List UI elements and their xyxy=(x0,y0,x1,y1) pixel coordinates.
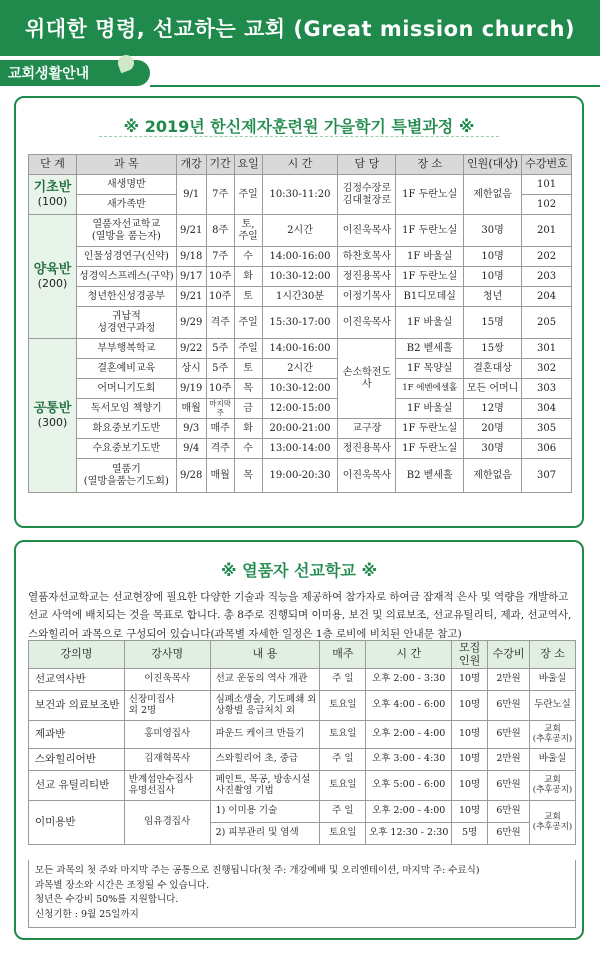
day: 토, 주일 xyxy=(234,215,262,247)
level-nurture xyxy=(29,215,77,339)
table-row xyxy=(29,771,576,801)
table-row xyxy=(29,439,572,459)
week: 주 일 xyxy=(320,749,366,771)
th: 강사명 xyxy=(124,641,210,669)
start: 9/19 xyxy=(176,379,206,399)
time: 1시간30분 xyxy=(262,287,338,307)
teacher: 홍미영집사 xyxy=(124,721,210,749)
people: 10명 xyxy=(452,669,488,691)
week: 토요일 xyxy=(320,771,366,801)
subject: 화요중보기도반 xyxy=(76,419,176,439)
time: 10:30-11:20 xyxy=(262,175,338,215)
charge: 정진용목사 xyxy=(338,267,396,287)
fee: 6만원 xyxy=(488,721,530,749)
time: 오후 2:00 - 3:30 xyxy=(366,669,452,691)
people: 5명 xyxy=(452,823,488,845)
charge: 하찬호목사 xyxy=(338,247,396,267)
period: 매월 xyxy=(206,459,234,493)
day: 수 xyxy=(234,439,262,459)
day: 주일 xyxy=(234,175,262,215)
content: 페인트, 목공, 방송시설 사진촬영 기법 xyxy=(210,771,320,801)
place: B1디모데실 xyxy=(396,287,464,307)
people: 15쌍 xyxy=(464,339,522,359)
code: 203 xyxy=(522,267,572,287)
subject: 수요중보기도반 xyxy=(76,439,176,459)
subject: 부부행복학교 xyxy=(76,339,176,359)
code: 205 xyxy=(522,307,572,339)
period: 10주 xyxy=(206,287,234,307)
start: 9/28 xyxy=(176,459,206,493)
teacher: 임유경집사 xyxy=(124,801,210,845)
mission-table xyxy=(28,640,576,845)
people: 12명 xyxy=(464,399,522,419)
people: 청년 xyxy=(464,287,522,307)
subject: 인물성경연구(신약) xyxy=(76,247,176,267)
place: 바울실 xyxy=(530,749,576,771)
th: 장 소 xyxy=(396,155,464,175)
people: 10명 xyxy=(452,691,488,721)
subject: 어머니기도회 xyxy=(76,379,176,399)
th: 요일 xyxy=(234,155,262,175)
time: 오후 2:00 - 4:00 xyxy=(366,721,452,749)
day: 주일 xyxy=(234,339,262,359)
subject: 성경익스프레스(구약) xyxy=(76,267,176,287)
th: 강의명 xyxy=(29,641,125,669)
th: 개강 xyxy=(176,155,206,175)
period: 매주 xyxy=(206,419,234,439)
title-underline xyxy=(99,136,499,137)
time: 2시간 xyxy=(262,215,338,247)
content: 1) 이미용 기술 xyxy=(210,801,320,823)
level-count: (200) xyxy=(37,276,68,290)
start: 9/4 xyxy=(176,439,206,459)
time: 14:00-16:00 xyxy=(262,247,338,267)
time: 오후 2:00 - 4:00 xyxy=(366,801,452,823)
table-row xyxy=(29,691,576,721)
content: 선교 운동의 역사 개관 xyxy=(210,669,320,691)
code: 302 xyxy=(522,359,572,379)
period: 격주 xyxy=(206,439,234,459)
period: 5주 xyxy=(206,359,234,379)
place: 두란노실 xyxy=(530,691,576,721)
course-name: 제과반 xyxy=(29,721,125,749)
training-table xyxy=(28,154,572,493)
training-title: ※ 2019년 한신제자훈련원 가을학기 특별과정 ※ xyxy=(123,117,475,136)
training-box xyxy=(14,96,584,528)
place: 1F 바울실 xyxy=(396,307,464,339)
teacher: 김재혁목사 xyxy=(124,749,210,771)
content: 파운드 케이크 만들기 xyxy=(210,721,320,749)
place: 교회 (추후공지) xyxy=(530,721,576,749)
table-row xyxy=(29,669,576,691)
charge: 교구장 xyxy=(338,419,396,439)
period: 8주 xyxy=(206,215,234,247)
time: 19:00-20:30 xyxy=(262,459,338,493)
place: 1F 바울실 xyxy=(396,399,464,419)
start: 9/21 xyxy=(176,287,206,307)
people: 20명 xyxy=(464,419,522,439)
section-tab-label: 교회생활안내 xyxy=(8,66,90,82)
fee: 6만원 xyxy=(488,771,530,801)
time: 오후 3:00 - 4:30 xyxy=(366,749,452,771)
charge: 이정기목사 xyxy=(338,287,396,307)
start: 9/3 xyxy=(176,419,206,439)
charge: 이진욱목사 xyxy=(338,307,396,339)
note-line: 청년은 수강비 50%를 지원합니다. xyxy=(35,894,179,906)
th: 모집 인원 xyxy=(452,641,488,669)
people: 제한없음 xyxy=(464,175,522,215)
time: 오후 4:00 - 6:00 xyxy=(366,691,452,721)
day: 목 xyxy=(234,379,262,399)
time: 12:00-15:00 xyxy=(262,399,338,419)
day: 목 xyxy=(234,459,262,493)
start: 9/29 xyxy=(176,307,206,339)
people: 15명 xyxy=(464,307,522,339)
day: 수 xyxy=(234,247,262,267)
training-header-row xyxy=(29,155,572,175)
mission-notes xyxy=(28,860,576,928)
day: 토 xyxy=(234,287,262,307)
place: 1F 두란노실 xyxy=(396,439,464,459)
subject: 열품기 (열방을품는기도회) xyxy=(76,459,176,493)
day: 화 xyxy=(234,419,262,439)
charge-common: 손소학전도사 xyxy=(338,339,396,419)
place: 1F 에벤에셀홀 xyxy=(396,379,464,399)
th: 수강번호 xyxy=(522,155,572,175)
start: 9/21 xyxy=(176,215,206,247)
code: 304 xyxy=(522,399,572,419)
week: 토요일 xyxy=(320,823,366,845)
table-row xyxy=(29,247,572,267)
th: 시 간 xyxy=(262,155,338,175)
table-row xyxy=(29,459,572,493)
table-row xyxy=(29,215,572,247)
level-count: (300) xyxy=(37,415,68,429)
code: 102 xyxy=(522,195,572,215)
subject: 새생명반 xyxy=(76,175,176,195)
time: 14:00-16:00 xyxy=(262,339,338,359)
table-row xyxy=(29,175,572,195)
period: 7주 xyxy=(206,247,234,267)
time: 20:00-21:00 xyxy=(262,419,338,439)
start: 상시 xyxy=(176,359,206,379)
subject: 결혼예비교육 xyxy=(76,359,176,379)
charge: 정진용목사 xyxy=(338,439,396,459)
period: 마지막주 xyxy=(206,399,234,419)
time: 10:30-12:00 xyxy=(262,379,338,399)
th: 담 당 xyxy=(338,155,396,175)
week: 토요일 xyxy=(320,721,366,749)
charge: 이진욱목사 xyxy=(338,215,396,247)
charge: 김정수장로 김대철장로 xyxy=(338,175,396,215)
table-row xyxy=(29,339,572,359)
note-line: 신청기한 : 9월 25일까지 xyxy=(35,909,139,921)
level-basic xyxy=(29,175,77,215)
fee: 2만원 xyxy=(488,669,530,691)
time: 오후 12:30 - 2:30 xyxy=(366,823,452,845)
th: 시 간 xyxy=(366,641,452,669)
th: 기간 xyxy=(206,155,234,175)
mission-intro: 열품자선교학교는 선교현장에 필요한 다양한 기술과 직능을 제공하여 참가자로 하여금 잠재적 은사 및 역량을 개발하고 선교 사역에 배치되는 것을 목표로 합니다. 총 8주로 진행되며 이미용, 보건 및 의료보조, 선교유틸리티, 제과, 선교역사, 스와힐리어 과목으로 구성되어 있습니다(과목별 자세한 일정은 1층 로비에 비치된 안내문 참고) xyxy=(28,591,572,640)
th: 수강비 xyxy=(488,641,530,669)
start: 9/22 xyxy=(176,339,206,359)
level-name: 양육반 xyxy=(33,261,72,277)
table-row xyxy=(29,399,572,419)
code: 201 xyxy=(522,215,572,247)
th: 과 목 xyxy=(76,155,176,175)
code: 202 xyxy=(522,247,572,267)
code: 101 xyxy=(522,175,572,195)
level-name: 기초반 xyxy=(33,179,72,195)
start: 9/17 xyxy=(176,267,206,287)
place: 1F 목양실 xyxy=(396,359,464,379)
mission-box xyxy=(14,540,584,940)
place: 1F 두란노실 xyxy=(396,175,464,215)
place: B2 벧세홀 xyxy=(396,459,464,493)
content: 2) 피부관리 및 염색 xyxy=(210,823,320,845)
time: 10:30-12:00 xyxy=(262,267,338,287)
week: 주 일 xyxy=(320,801,366,823)
code: 204 xyxy=(522,287,572,307)
table-row xyxy=(29,379,572,399)
place: 1F 바울실 xyxy=(396,247,464,267)
period: 7주 xyxy=(206,175,234,215)
people: 10명 xyxy=(464,247,522,267)
mission-title: ※ 열품자 선교학교 ※ xyxy=(220,561,377,580)
week: 주 일 xyxy=(320,669,366,691)
level-name: 공통반 xyxy=(33,400,72,416)
period: 10주 xyxy=(206,379,234,399)
charge: 이진욱목사 xyxy=(338,459,396,493)
time: 오후 5:00 - 6:00 xyxy=(366,771,452,801)
code: 305 xyxy=(522,419,572,439)
place: B2 벧세홀 xyxy=(396,339,464,359)
place: 교회 (추후공지) xyxy=(530,771,576,801)
code: 306 xyxy=(522,439,572,459)
table-row xyxy=(29,801,576,823)
subject: 귀납적 성경연구과정 xyxy=(76,307,176,339)
start: 매월 xyxy=(176,399,206,419)
table-row xyxy=(29,419,572,439)
fee: 6만원 xyxy=(488,823,530,845)
table-row xyxy=(29,267,572,287)
th: 내 용 xyxy=(210,641,320,669)
level-count: (100) xyxy=(37,194,68,208)
banner-title: 위대한 명령, 선교하는 교회 (Great mission church) xyxy=(25,17,575,41)
content: 스와힐리어 초, 중급 xyxy=(210,749,320,771)
teacher: 신장미집사 외 2명 xyxy=(124,691,210,721)
course-name: 스와힐리어반 xyxy=(29,749,125,771)
th: 장 소 xyxy=(530,641,576,669)
people: 10명 xyxy=(452,721,488,749)
day: 토 xyxy=(234,359,262,379)
people: 10명 xyxy=(452,771,488,801)
content: 심폐소생술, 기도폐쇄 외 상황별 응급처치 외 xyxy=(210,691,320,721)
table-row xyxy=(29,359,572,379)
fee: 6만원 xyxy=(488,801,530,823)
subject: 독서모임 책향기 xyxy=(76,399,176,419)
week: 토요일 xyxy=(320,691,366,721)
fee: 6만원 xyxy=(488,691,530,721)
table-row xyxy=(29,287,572,307)
teacher: 반계섭안수집사 유명선집사 xyxy=(124,771,210,801)
course-name: 보건과 의료보조반 xyxy=(29,691,125,721)
course-name: 이미용반 xyxy=(29,801,125,845)
table-row xyxy=(29,749,576,771)
people: 제한없음 xyxy=(464,459,522,493)
start: 9/18 xyxy=(176,247,206,267)
time: 13:00-14:00 xyxy=(262,439,338,459)
code: 301 xyxy=(522,339,572,359)
course-name: 선교 유틸리티반 xyxy=(29,771,125,801)
time: 2시간 xyxy=(262,359,338,379)
place: 1F 두란노실 xyxy=(396,215,464,247)
note-line: 과목별 장소와 시간은 조정될 수 있습니다. xyxy=(35,879,210,891)
period: 10주 xyxy=(206,267,234,287)
day: 화 xyxy=(234,267,262,287)
day: 주일 xyxy=(234,307,262,339)
th: 인원(대상) xyxy=(464,155,522,175)
people: 30명 xyxy=(464,215,522,247)
people: 모든 어머니 xyxy=(464,379,522,399)
people: 30명 xyxy=(464,439,522,459)
people: 10명 xyxy=(452,801,488,823)
people: 결혼대상 xyxy=(464,359,522,379)
subject: 청년한신성경공부 xyxy=(76,287,176,307)
note-line: 모든 과목의 첫 주와 마지막 주는 공통으로 진행됩니다(첫 주: 개강예배 및 오리엔테이션, 마지막 주: 수료식) xyxy=(35,865,480,876)
th: 매주 xyxy=(320,641,366,669)
start: 9/1 xyxy=(176,175,206,215)
place: 바울실 xyxy=(530,669,576,691)
fee: 2만원 xyxy=(488,749,530,771)
people: 10명 xyxy=(452,749,488,771)
place: 1F 두란노실 xyxy=(396,267,464,287)
level-common xyxy=(29,339,77,493)
place: 1F 두란노실 xyxy=(396,419,464,439)
subject: 새가족반 xyxy=(76,195,176,215)
place: 교회 (추후공지) xyxy=(530,801,576,845)
th: 단 계 xyxy=(29,155,77,175)
course-name: 선교역사반 xyxy=(29,669,125,691)
period: 5주 xyxy=(206,339,234,359)
period: 격주 xyxy=(206,307,234,339)
subject: 열품자선교학교 (열방을 품는자) xyxy=(76,215,176,247)
section-divider xyxy=(150,85,600,87)
table-row xyxy=(29,307,572,339)
time: 15:30-17:00 xyxy=(262,307,338,339)
page-banner xyxy=(0,0,600,56)
code: 303 xyxy=(522,379,572,399)
mission-header-row xyxy=(29,641,576,669)
day: 금 xyxy=(234,399,262,419)
people: 10명 xyxy=(464,267,522,287)
teacher: 이진욱목사 xyxy=(124,669,210,691)
code: 307 xyxy=(522,459,572,493)
table-row xyxy=(29,721,576,749)
